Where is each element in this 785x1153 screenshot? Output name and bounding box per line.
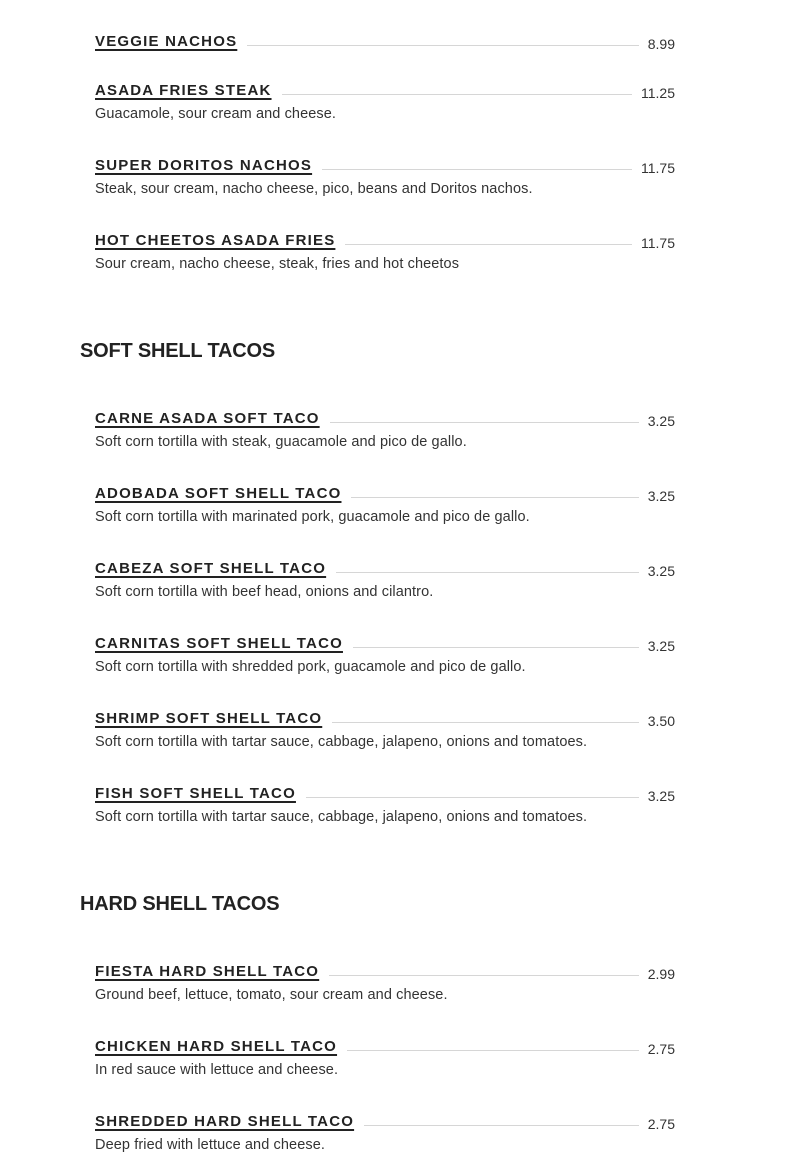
menu-item-header [95, 703, 675, 727]
menu-item-name[interactable]: CARNITAS SOFT SHELL TACO [95, 635, 343, 652]
leader-line [336, 572, 639, 573]
menu-item-header [95, 1031, 675, 1055]
menu-item-header [95, 75, 675, 99]
leader-line [322, 169, 632, 170]
menu-item-price: 3.25 [647, 638, 675, 654]
menu-item-name[interactable]: CHICKEN HARD SHELL TACO [95, 1038, 338, 1055]
menu-item-name[interactable]: SUPER DORITOS NACHOS [95, 157, 313, 174]
menu-item-description: Soft corn tortilla with shredded pork, guacamole and pico de gallo. [95, 659, 526, 675]
menu-item [95, 1106, 675, 1153]
menu-item-name[interactable]: SHRIMP SOFT SHELL TACO [95, 710, 323, 727]
menu-item-description: Soft corn tortilla with tartar sauce, cabbage, jalapeno, onions and tomatoes. [95, 734, 588, 750]
menu-item [95, 403, 675, 450]
menu-item-price: 3.25 [647, 488, 675, 504]
menu-item-price: 11.75 [641, 235, 675, 251]
section-title: HARD SHELL TACOS [80, 893, 280, 915]
menu-item-price: 2.99 [647, 966, 675, 982]
menu-item-header [95, 628, 675, 652]
menu-item [95, 778, 675, 825]
menu-item-price: 3.25 [647, 788, 675, 804]
menu-item-description: Soft corn tortilla with tartar sauce, cabbage, jalapeno, onions and tomatoes. [95, 809, 588, 825]
leader-line [247, 45, 638, 46]
leader-line [329, 975, 639, 976]
menu-item-description: Sour cream, nacho cheese, steak, fries and hot cheetos [95, 256, 460, 272]
menu-item-name[interactable]: FISH SOFT SHELL TACO [95, 785, 296, 802]
menu-item-name[interactable]: VEGGIE NACHOS [95, 33, 238, 50]
leader-line [332, 722, 639, 723]
menu-item-description: Soft corn tortilla with steak, guacamole and pico de gallo. [95, 434, 467, 450]
menu-item-header [95, 403, 675, 427]
menu-item-description: Guacamole, sour cream and cheese. [95, 106, 337, 122]
menu-item-name[interactable]: HOT CHEETOS ASADA FRIES [95, 232, 336, 249]
menu-item-header [95, 225, 675, 249]
menu-item-price: 3.25 [647, 563, 675, 579]
leader-line [364, 1125, 639, 1126]
leader-line [306, 797, 639, 798]
menu-item-header [95, 778, 675, 802]
menu-item-description: Deep fried with lettuce and cheese. [95, 1137, 325, 1153]
menu-item [95, 26, 675, 50]
leader-line [330, 422, 639, 423]
leader-line [282, 94, 632, 95]
leader-line [345, 244, 632, 245]
menu-item-description: Soft corn tortilla with beef head, onions and cilantro. [95, 584, 434, 600]
leader-line [351, 497, 638, 498]
menu-item-description: Ground beef, lettuce, tomato, sour cream and cheese. [95, 987, 448, 1003]
menu-item [95, 553, 675, 600]
menu-item-price: 2.75 [647, 1041, 675, 1057]
section-title: SOFT SHELL TACOS [80, 340, 275, 362]
menu-item [95, 1031, 675, 1078]
leader-line [353, 647, 639, 648]
menu-item [95, 628, 675, 675]
menu-item-price: 11.75 [641, 160, 675, 176]
menu-item-name[interactable]: CABEZA SOFT SHELL TACO [95, 560, 327, 577]
menu-item [95, 150, 675, 197]
menu-item-price: 2.75 [647, 1116, 675, 1132]
menu-item [95, 478, 675, 525]
menu-item-header [95, 478, 675, 502]
menu-item-header [95, 150, 675, 174]
menu-item [95, 225, 675, 272]
menu-item-description: In red sauce with lettuce and cheese. [95, 1062, 339, 1078]
menu-item-header [95, 956, 675, 980]
menu-item-header [95, 553, 675, 577]
menu-item-price: 8.99 [647, 36, 675, 52]
menu-item-description: Soft corn tortilla with marinated pork, guacamole and pico de gallo. [95, 509, 530, 525]
menu-item-name[interactable]: FIESTA HARD SHELL TACO [95, 963, 320, 980]
menu-item-name[interactable]: ADOBADA SOFT SHELL TACO [95, 485, 342, 502]
menu-item-header [95, 1106, 675, 1130]
menu-item [95, 703, 675, 750]
menu-item [95, 75, 675, 122]
menu-item-name[interactable]: ASADA FRIES STEAK [95, 82, 272, 99]
menu-item-name[interactable]: SHREDDED HARD SHELL TACO [95, 1113, 355, 1130]
menu-item-price: 3.50 [647, 713, 675, 729]
menu-item [95, 956, 675, 1003]
menu-item-price: 3.25 [647, 413, 675, 429]
leader-line [347, 1050, 639, 1051]
menu-item-price: 11.25 [641, 85, 675, 101]
menu-item-header [95, 26, 675, 50]
menu-item-name[interactable]: CARNE ASADA SOFT TACO [95, 410, 320, 427]
menu-item-description: Steak, sour cream, nacho cheese, pico, beans and Doritos nachos. [95, 181, 533, 197]
